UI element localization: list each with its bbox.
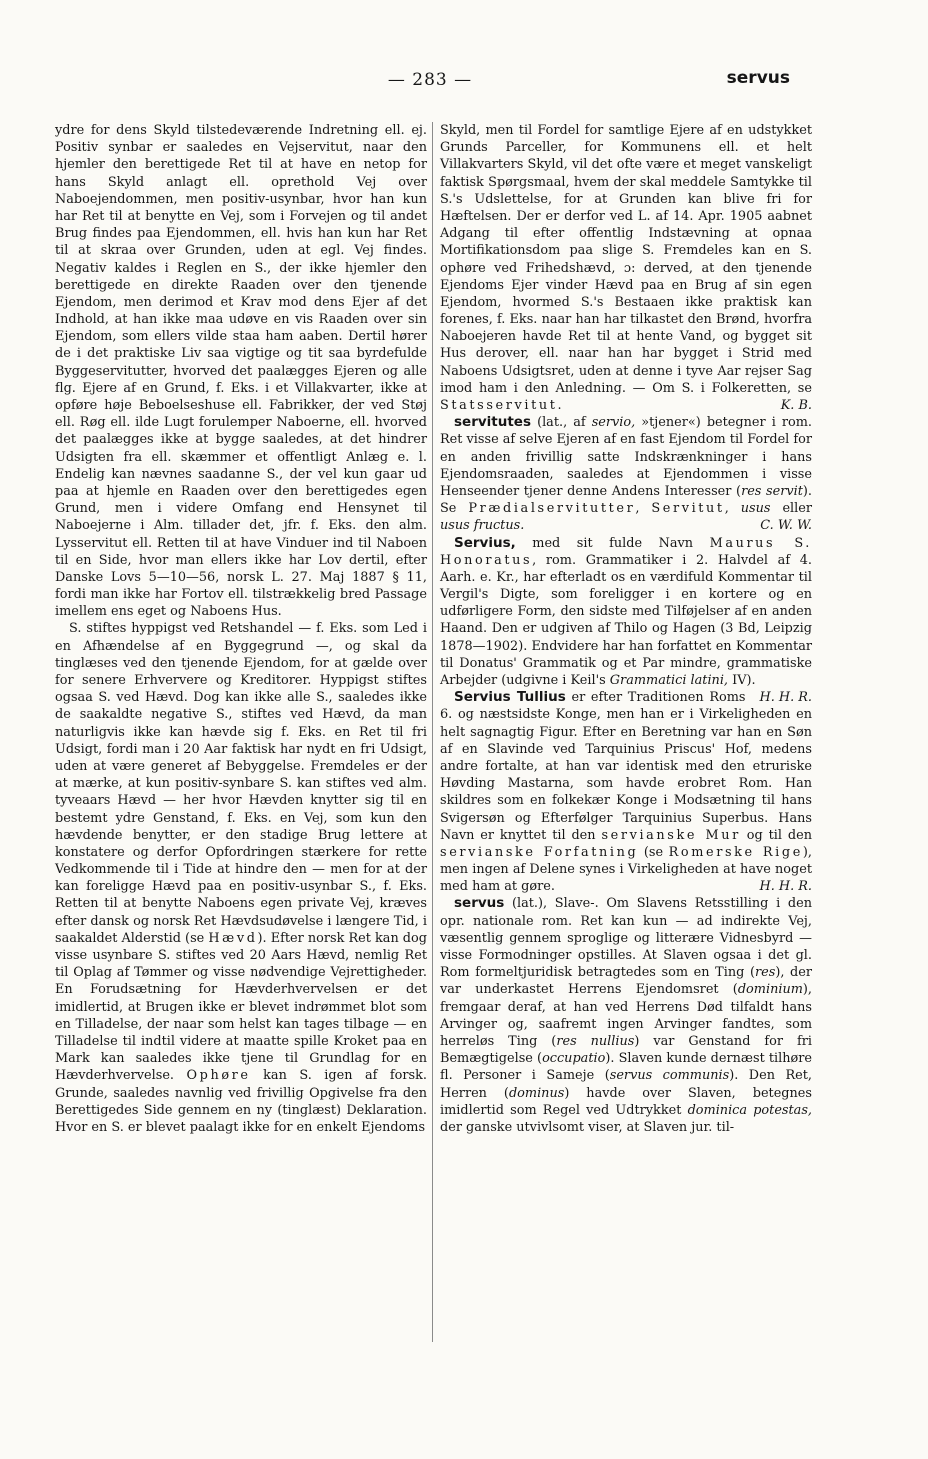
entry-servius: Servius, med sit fulde Navn Maurus S. Honoratus, rom. Grammatiker i 2. Halvdel af 4. Aarh. e. Kr., har efterladt os en værdifuld Kommentar til Vergil's Digte, som foreligger i en kortere og en udførligere Form, den sidste med Tilføjelser af en anden Haand. Den er udgiven af Thilo og Hagen (3 Bd, Leipzig 1878—1902). Endvidere har han forfattet en Kommentar til Donatus' Grammatik og et Par mindre, grammatiske Arbejder (udgivne i Keil's Grammatici latini, IV). H. H. R. <box>440 534 812 706</box>
lemma: servitutes <box>454 414 531 431</box>
signature: H. H. R. <box>759 690 812 706</box>
entry-servus: servus (lat.), Slave-. Om Slavens Retsstilling i den opr. nationale rom. Ret kan kun — ad indirekte Vej, væsentlig gennem sproglige og litterære Vidnesbyrd — visse Formodninger opstilles. At Slaven ogsaa i det gl. Rom formeltjuridisk betragtedes som en Ting (res), der var underkastet Herrens Ejendomsret (dominium), fremgaar deraf, at han ved Herrens Død tilfaldt hans Arvinger og, saafremt ingen Arvinger fandtes, som herreløs Ting (res nullius) var Genstand for fri Bemægtigelse (occupatio). Slaven kunde dernæst tilhøre fl. Personer i Sameje (servus communis). Den Ret, Herren (dominus) havde over Slaven, betegnes imidlertid som Regel ved Udtrykket dominica potestas, der ganske utvivlsomt viser, at Slaven jur. til- <box>440 895 813 1135</box>
cross-reference: Servitut <box>651 501 725 517</box>
left-column <box>55 122 427 1136</box>
running-head: servus <box>726 68 790 88</box>
right-column <box>440 122 812 1136</box>
spaced-name: Maurus S. Honoratus <box>440 535 812 568</box>
lemma: Servius, <box>454 534 516 551</box>
cross-reference: servianske Mur <box>601 827 741 843</box>
cross-reference: Prædialservitutter <box>468 501 636 517</box>
page-header <box>0 64 928 96</box>
spaced-term: Ophøre <box>186 1068 251 1084</box>
entry-servitutes: servitutes (lat., af servio, »tjener«) betegner i rom. Ret visse af selve Ejeren af en fast Ejendom til Fordel for en anden frivillig satte Indskrænkninger i hans Ejendomsraaden, saaledes at Ejendommen i visse Henseender tjener denne Andens Interesser (res servit). Se Prædialservitutter, Servitut, usus eller usus fructus. C. W. W. <box>440 414 812 534</box>
cross-reference: Hævd <box>208 930 258 946</box>
cross-reference: servianske Forfatning <box>440 844 639 860</box>
page-number: — 283 — <box>387 70 473 90</box>
entry-servius-tullius: Servius Tullius er efter Traditionen Roms 6. og næstsidste Konge, men han er i Virkeligheden en helt sagnagtig Figur. Efter en Beretning var han en Søn af en Slavinde ved Tarquinius Priscus' Hof, medens andre fortalte, at han var identisk med den etruriske Høvding Mastarna, som havde erobret Rom. Han skildres som en folkekær Konge i Modsætning til hans Svigersøn og Efterfølger Tarquinius Superbus. Hans Navn er knyttet til den servianske Mur og til den servianske Forfatning (se Romerske Rige), men ingen af Delene synes i Virkeligheden at have noget med ham at gøre. H. H. R. <box>440 689 813 895</box>
signature: C. W. W. <box>760 518 812 534</box>
column-divider <box>432 122 433 1342</box>
servitut-continuation: Skyld, men til Fordel for samtlige Ejere af en udstykket Grunds Parceller, for Kommunens ell. et helt Villakvarters Skyld, vil det ofte være et meget vanskeligt faktisk Spørgsmaal, hvem der skal meddele Samtykke til S.'s Udslettelse, for at Grunden kan blive fri for Hæftelsen. Der er derfor ved L. af 14. Apr. 1905 aabnet Adgang til efter offentlig Indstævning at opnaa Mortifikationsdom paa slige S. Fremdeles kan en S. ophøre ved Frihedshævd, ɔ: derved, at den tjenende Ejendoms Ejer vinder Hævd paa en Brug af sin egen Ejendom, hvormed S.'s Bestaaen ikke praktisk kan forenes, f. Eks. naar han har tilkastet den Brønd, hvorfra Naboejeren havde Ret til at hente Vand, og bygget sit Hus derover, ell. naar han har bygget i Strid med Naboens Udsigtsret, uden at denne i tyve Aar rejser Sag imod ham i den Anledning. — Om S. i Folkeretten, se Statsservitut. K. B. <box>440 123 812 413</box>
cross-reference: Statsservitut. <box>440 398 565 413</box>
lemma: Servius Tullius <box>454 689 566 706</box>
signature: K. B. <box>780 398 812 413</box>
cross-reference: Romerske Rige <box>668 844 803 860</box>
left-paragraph-1: ydre for dens Skyld tilstedeværende Indretning ell. ej. Positiv synbar er saaledes en Vejservitut, naar den hjemler den berettigede Ret til at have en netop for hans Skyld anlagt ell. oprethold Vej over Naboejendommen, men positiv-usynbar, hvor han kun har Ret til at benytte en Vej, som i Forvejen og til andet Brug findes paa Ejendommen, ell. hvis han kun har Ret til at skraa over Grunden, uden at egl. Vej findes. Negativ kaldes i Reglen en S., der ikke hjemler den berettigede en direkte Raaden over den tjenende Ejendom, men derimod et Krav mod dens Ejer af det Indhold, at han ikke maa udøve en vis Raaden over sin Ejendom, som ellers vilde staa ham aaben. Dertil hører de i det praktiske Liv saa vigtige og tit saa byrdefulde Byggeservitutter, hvorved det paalægges Ejeren og alle flg. Ejere af en Grund, f. Eks. i et Villakvarter, ikke at opføre høje Beboelseshuse ell. Fabrikker, der ved Støj ell. Røg ell. ilde Lugt forulemper Naboerne, ell. hvorved det paalægges ikke at bygge saaledes, at det hindrer Udsigten fra ell. skæmmer et offentligt Anlæg e. l. Endelig kan nævnes saadanne S., der vel kun gaar ud paa at hjemle en Raaden over den berettigedes egen Grund, men i videre Omfang end Hensynet til Naboejerne i Alm. tillader det, jfr. f. Eks. den alm. Lysservitut ell. Retten til at have Vinduer ind til Naboen til en Side, hvor man ellers ikke har Lov dertil, efter Danske Lovs 5—10—56, norsk L. 27. Maj 1887 § 11, fordi man ikke har Fortov ell. tilstrækkelig bred Passage imellem ens eget og Naboens Hus. <box>55 123 427 620</box>
lemma: servus <box>454 895 505 912</box>
signature: H. H. R. <box>759 879 812 895</box>
left-paragraph-2: S. stiftes hyppigst ved Retshandel — f. Eks. som Led i en Afhændelse af en Byggegrund —, og skal da tinglæses ved den tjenende Ejendom, for at gælde over for senere Erhververe og Kreditorer. Hyppigst stiftes ogsaa S. ved Hævd. Dog kan ikke alle S., saaledes ikke de saakaldte negative S., stiftes ved Hævd, da man naturligvis ikke kan hævde sig f. Eks. en Ret til fri Udsigt, fordi man i 20 Aar faktisk har nydt en fri Udsigt, uden at være generet af Bebyggelse. Fremdeles er der at mærke, at kun positiv-synbare S. kan stiftes ved alm. tyveaars Hævd — her hvor Hævden knytter sig til en bestemt ydre Genstand, f. Eks. en Vej, som kun den hævdende benytter, er den stadige Brug lettere at konstatere og derfor Opfordringen stærkere for rette Vedkommende til i Tide at hindre den — men for at der kan foreligge Hævd paa en positiv-usynbar S., f. Eks. Retten til at benytte Naboens egen private Vej, kræves efter dansk og norsk Ret Hævdsudøvelse i længere Tid, i saakaldet Alderstid (se Hævd). Efter norsk Ret kan dog visse usynbare S. stiftes ved 20 Aars Hævd, nemlig Ret til Oplag af Tømmer og visse nødvendige Vejrettigheder. En Forudsætning for Hævderhvervelsen er det imidlertid, at Brugen ikke er blevet indrømmet blot som en Tilladelse, der naar som helst kan tages tilbage — en Tilladelse til indtil videre at maatte spille Kroket paa en Mark kan saaledes ikke tjene til Grundlag for en Hævderhvervelse. Ophøre kan S. igen af forsk. Grunde, saaledes navnlig ved frivillig Opgivelse fra den Berettigedes Side gennem en ny (tinglæst) Deklaration. Hvor en S. er blevet paalagt ikke for en enkelt Ejendoms <box>55 621 427 1135</box>
